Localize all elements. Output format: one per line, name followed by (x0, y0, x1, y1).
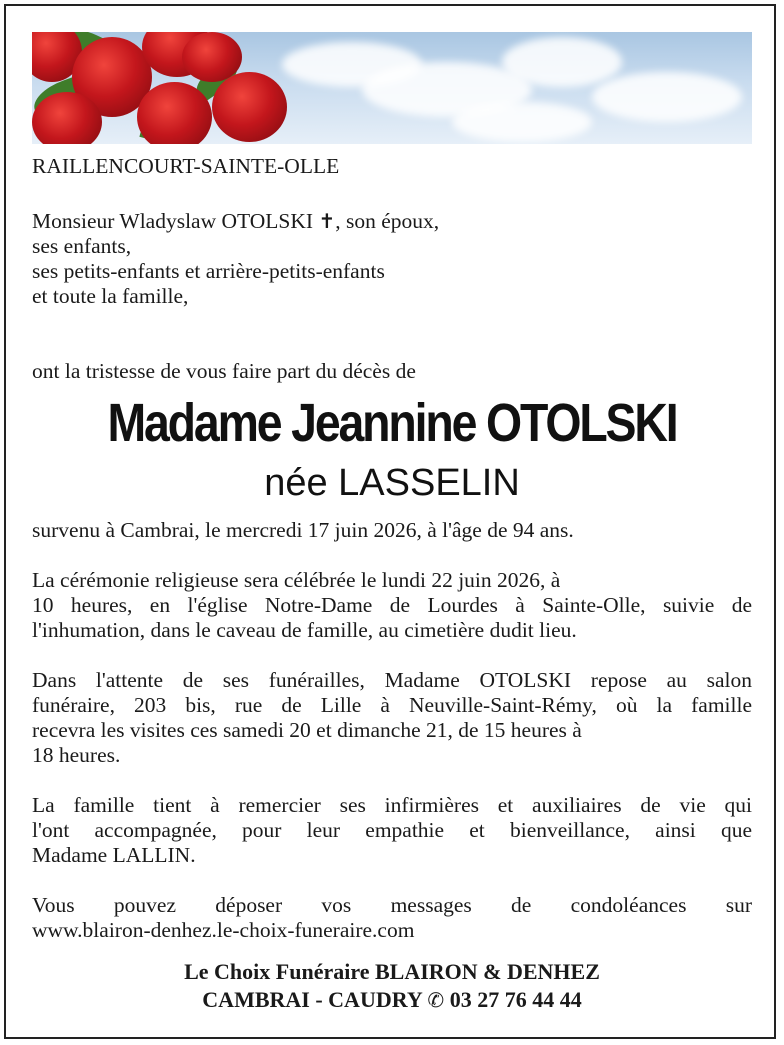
family-line-2: ses enfants, (32, 234, 132, 258)
condolences-paragraph (32, 893, 752, 943)
phone-icon: ✆ (427, 988, 445, 1012)
funeral-home-contact (32, 986, 752, 1014)
cross-icon: ✝ (318, 209, 336, 233)
phone-number[interactable]: 03 27 76 44 44 (449, 987, 582, 1012)
funeral-home-cities: CAMBRAI - CAUDRY (202, 987, 422, 1012)
viewing-line-1: Dans l'attente de ses funérailles, Madame OTOLSKI repose au salon (32, 668, 752, 692)
ceremony-line-3: l'inhumation, dans le caveau de famille, au cimetière dudit lieu. (32, 618, 577, 642)
town-heading: RAILLENCOURT-SAINTE-OLLE (32, 154, 340, 178)
announcement-text: ont la tristesse de vous faire part du décès de (32, 359, 416, 383)
condolences-website-link[interactable]: www.blairon-denhez.le-choix-funeraire.com (32, 918, 415, 942)
death-notice: survenu à Cambrai, le mercredi 17 juin 2026, à l'âge de 94 ans. (32, 518, 574, 542)
viewing-paragraph (32, 668, 752, 768)
thanks-paragraph (32, 793, 752, 868)
family-line-4: et toute la famille, (32, 284, 189, 308)
condolences-line-1: Vous pouvez déposer vos messages de condoléances sur (32, 893, 752, 917)
viewing-line-3: recevra les visites ces samedi 20 et dimanche 21, de 15 heures à (32, 718, 582, 742)
husband-name: Monsieur Wladyslaw OTOLSKI (32, 209, 314, 233)
family-line-1 (32, 209, 752, 234)
family-line-3: ses petits-enfants et arrière-petits-enfants (32, 259, 385, 283)
maiden-name: née LASSELIN (264, 462, 520, 504)
funeral-home-footer (32, 958, 752, 1014)
deceased-name: Madame Jeannine OTOLSKI (107, 393, 677, 453)
roses-banner-image (32, 32, 752, 144)
funeral-home-name: Le Choix Funéraire BLAIRON & DENHEZ (184, 959, 600, 984)
ceremony-paragraph (32, 568, 752, 643)
family-block (32, 209, 752, 309)
viewing-line-4: 18 heures. (32, 743, 121, 767)
thanks-line-3: Madame LALLIN. (32, 843, 196, 867)
ceremony-line-2: 10 heures, en l'église Notre-Dame de Lourdes à Sainte-Olle, suivie de (32, 593, 752, 617)
thanks-line-2: l'ont accompagnée, pour leur empathie et bienveillance, ainsi que (32, 818, 752, 842)
thanks-line-1: La famille tient à remercier ses infirmières et auxiliaires de vie qui (32, 793, 752, 817)
husband-relation: , son époux, (335, 209, 440, 233)
viewing-line-2: funéraire, 203 bis, rue de Lille à Neuville-Saint-Rémy, où la famille (32, 693, 752, 717)
ceremony-line-1: La cérémonie religieuse sera célébrée le lundi 22 juin 2026, à (32, 568, 561, 592)
